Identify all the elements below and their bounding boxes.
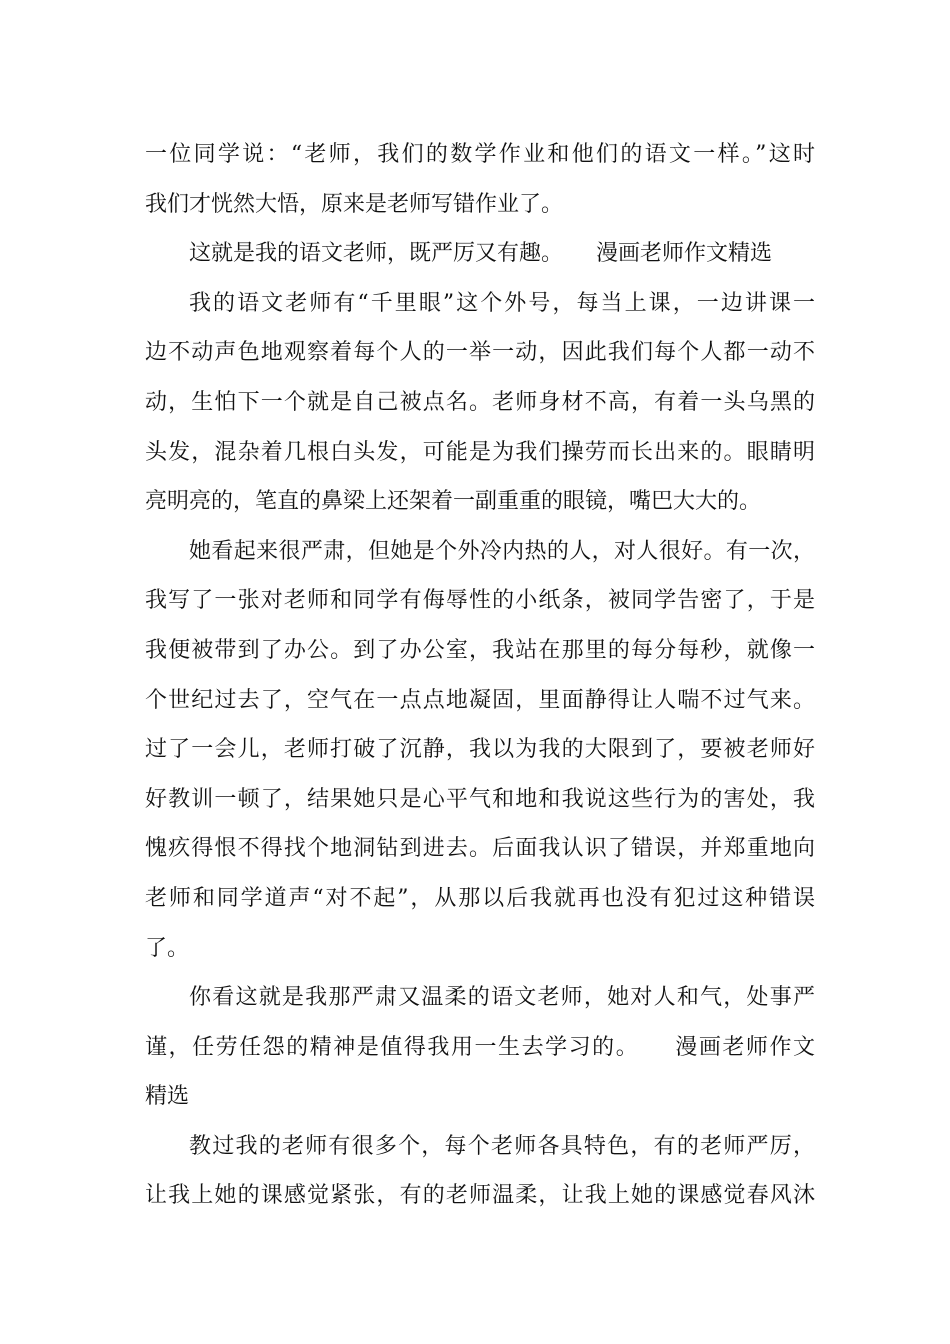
text-line: 我的语文老师有“千里眼”这个外号，每当上课，一边讲课一 <box>189 290 815 316</box>
text-line: 一位同学说：“老师，我们的数学作业和他们的语文一样。”这时 <box>145 142 815 167</box>
text-line: 愧疚得恨不得找个地洞钻到进去。后面我认识了错误，并郑重地向 <box>145 836 815 862</box>
text-line: 你看这就是我那严肃又温柔的语文老师，她对人和气，处事严 <box>189 985 815 1011</box>
text-line: 过了一会儿，老师打破了沉静，我以为我的大限到了，要被老师好 <box>145 737 815 763</box>
text-line: 我们才恍然大悟，原来是老师写错作业了。 <box>145 191 564 217</box>
text-line: 精选 <box>145 1084 190 1110</box>
text-line: 让我上她的课感觉紧张，有的老师温柔，让我上她的课感觉春风沐 <box>145 1183 815 1209</box>
text-line: 我写了一张对老师和同学有侮辱性的小纸条，被同学告密了，于是 <box>145 588 815 614</box>
text-line: 了。 <box>145 935 190 961</box>
text-line: 头发，混杂着几根白头发，可能是为我们操劳而长出来的。眼睛明 <box>145 439 815 465</box>
document-body <box>145 130 815 1221</box>
text-line: 好教训一顿了，结果她只是心平气和地和我说这些行为的害处，我 <box>145 786 815 812</box>
text-line: 她看起来很严肃，但她是个外冷内热的人，对人很好。有一次， <box>189 538 815 564</box>
text-line: 边不动声色地观察着每个人的一举一动，因此我们每个人都一动不 <box>145 340 815 366</box>
text-line: 教过我的老师有很多个，每个老师各具特色，有的老师严厉， <box>189 1133 815 1159</box>
text-line: 谨，任劳任怨的精神是值得我用一生去学习的。 漫画老师作文 <box>145 1034 815 1060</box>
text-line: 我便被带到了办公。到了办公室，我站在那里的每分每秒，就像一 <box>145 637 815 663</box>
text-line: 这就是我的语文老师，既严厉又有趣。 漫画老师作文精选 <box>189 241 773 267</box>
text-line: 亮明亮的，笔直的鼻梁上还架着一副重重的眼镜，嘴巴大大的。 <box>145 489 762 515</box>
text-line: 动，生怕下一个就是自己被点名。老师身材不高，有着一头乌黑的 <box>145 389 815 415</box>
text-line: 个世纪过去了，空气在一点点地凝固，里面静得让人喘不过气来。 <box>145 687 815 713</box>
text-line: 老师和同学道声“对不起”，从那以后我就再也没有犯过这种错误 <box>145 885 815 911</box>
